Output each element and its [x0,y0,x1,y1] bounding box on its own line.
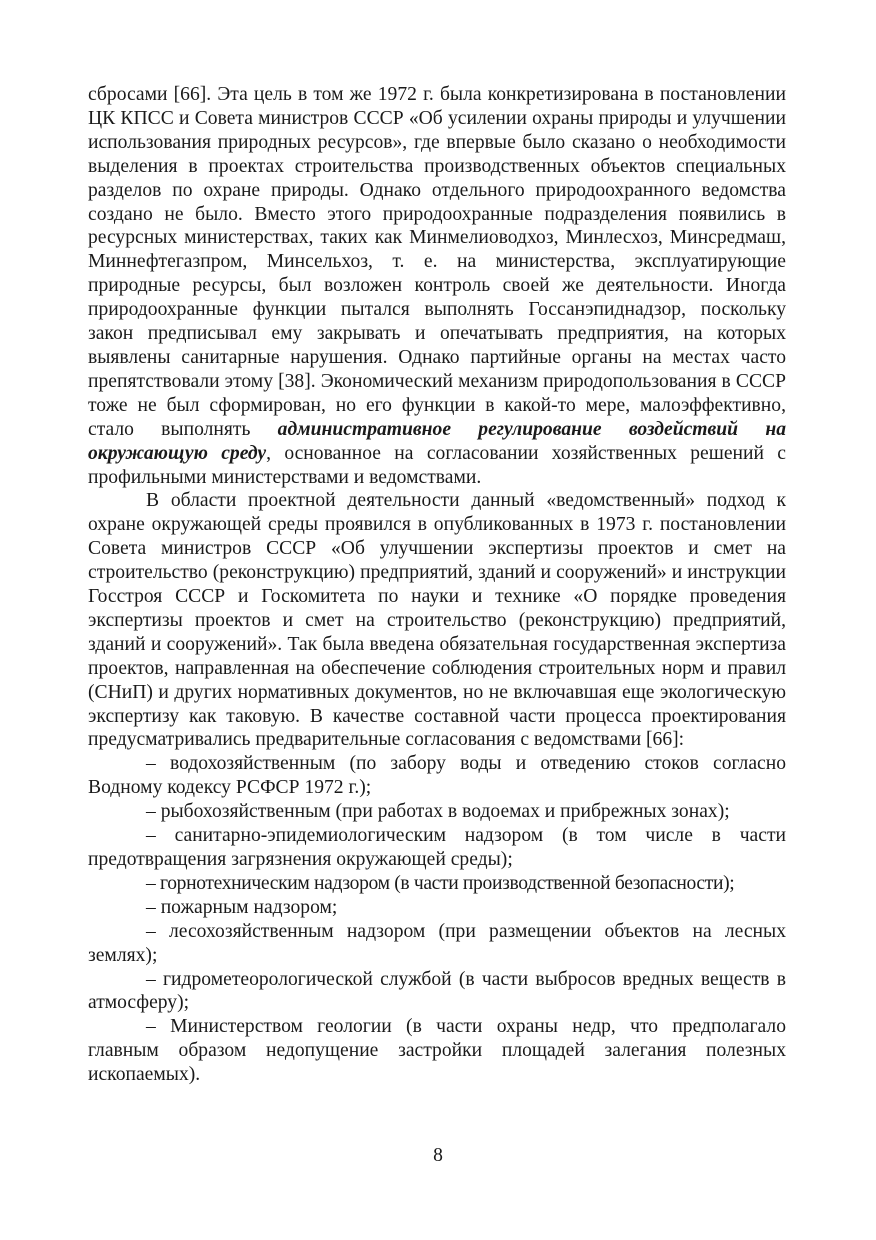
paragraph-ecology-policy-text: сбросами [66]. Эта цель в том же 1972 г. была конкретизирована в постановлении ЦК КПСС и Совета министров СССР «Об усилении охраны природы и улучшении использования природных ресурсов», где впервые было сказано о необходимости выделения в проектах строительства производственных объектов специальных разделов по охране природы. Однако отдельного природоохранного ведомства создано не было. Вместо этого природоохранные подразделения появились в ресурсных министерствах, таких как Минмелиоводхоз, Минлесхоз, Минсредмаш, Миннефтегазпром, Минсельхоз, т. е. на министерства, эксплуатирующие природные ресурсы, был возложен контроль своей же деятельности. Иногда природоохранные функции пытался выполнять Госсанэпиднадзор, поскольку закон предписывал ему закрывать и опечатывать предприятия, на которых выявлены санитарные нарушения. Однако партийные органы на местах часто препятствовали этому [38]. Экономический механизм природопользования в СССР тоже не был сформирован, но его функции в какой-то мере, малоэффективно, стало выполнять [88,84,786,440]
page-number: 8 [433,1145,443,1166]
list-item-sanitary: – санитарно-эпидемиологическим надзором (в том числе в части предотвращения загрязнения окружающей среды); [88,825,786,870]
emphasized-term: административное регулирование воздействий на окружающую среду [88,418,786,464]
list-item-mining: – горнотехническим надзором (в части производственной безопасности); [146,872,735,894]
paragraph-ecology-policy-tail: , основанное на согласовании хозяйственных решений с профильными министерствами и ведомствами. [88,442,786,488]
paragraph-project-expertise: В области проектной деятельности данный «ведомственный» подход к охране окружающей среды проявился в опубликованных в 1973 г. постановлении Совета министров СССР «Об улучшении экспертизы проектов и смет на строительство (реконструкцию) предприятий, зданий и сооружений» и инструкции Госстроя СССР и Госкомитета по науки и технике «О порядке проведения экспертизы проектов и смет на строительство (реконструкцию) предприятий, зданий и сооружений». Так была введена обязательная государственная экспертиза проектов, направленная на обеспечение соблюдения строительных норм и правил (СНиП) и других нормативных документов, но не включавшая еще экологическую экспертизу как таковую. В качестве составной части процесса проектирования предусматривались предварительные согласования с ведомствами [66]: [88,490,786,751]
paragraph-ecology-policy [88,83,786,489]
list-item-forestry: – лесохозяйственным надзором (при размещении объектов на лесных землях); [88,920,786,966]
list-item-hydromet: – гидрометеорологической службой (в части выбросов вредных веществ в атмосферу); [88,968,786,1014]
list-item-water: – водохозяйственным (по забору воды и отведению стоков согласно Водному кодексу РСФСР 1972 г.); [88,753,786,799]
list-item-fishery: – рыбохозяйственным (при работах в водоемах и прибрежных зонах); [146,801,730,823]
page-body [88,83,786,1087]
list-item-fire: – пожарным надзором; [146,896,338,918]
list-item-geology: – Министерством геологии (в части охраны недр, что предполагало главным образом недопущение застройки площадей залегания полезных ископаемых). [88,1016,786,1086]
